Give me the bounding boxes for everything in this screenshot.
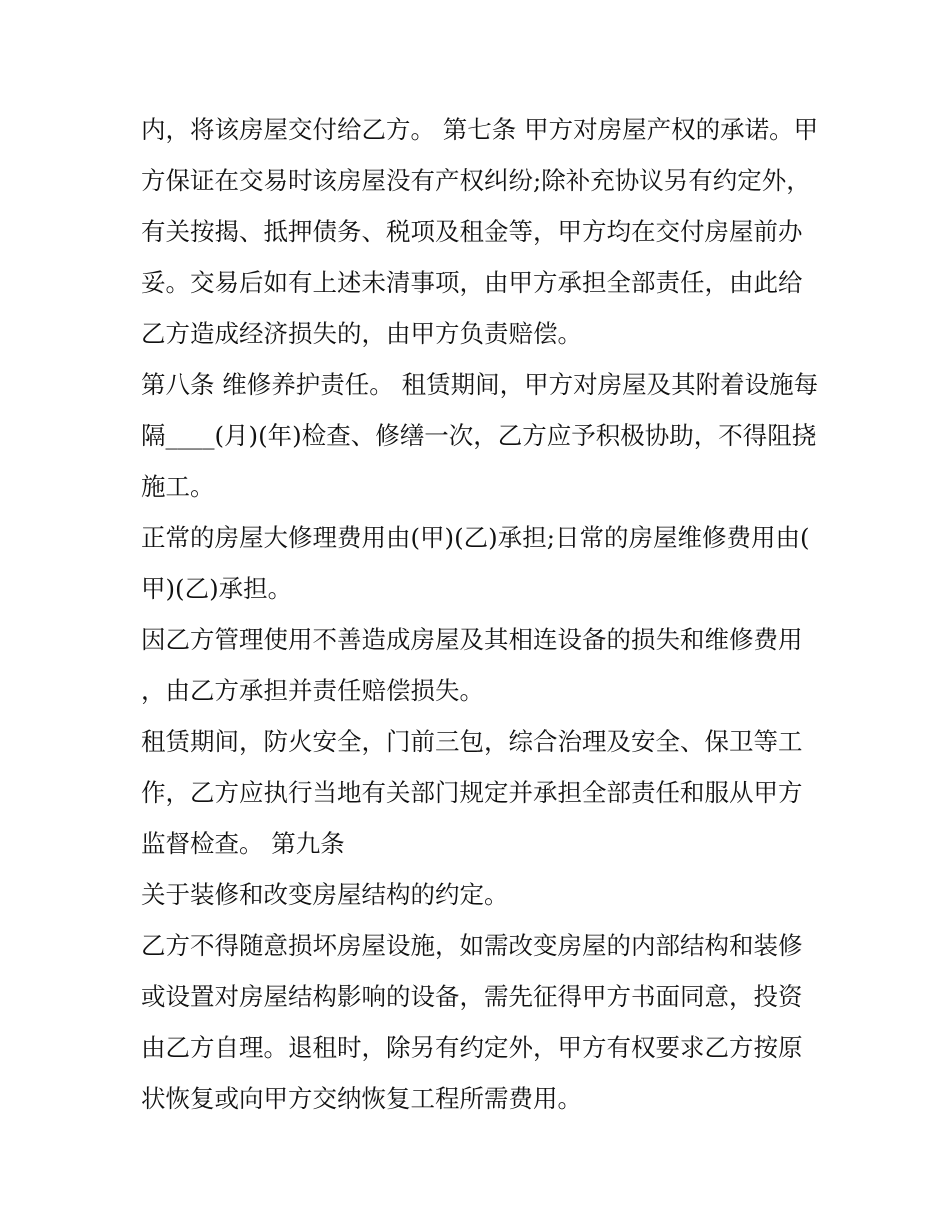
document-body (141, 104, 821, 1124)
paragraph-article-7: 内，将该房屋交付给乙方。 第七条 甲方对房屋产权的承诺。甲方保证在交易时该房屋没有产权纠纷;除补充协议另有约定外，有关按揭、抵押债务、税项及租金等，甲方均在交付房屋前办妥。交易后如有上述未清事项，由甲方承担全部责任，由此给乙方造成经济损失的，由甲方负责赔偿。 (141, 115, 819, 348)
paragraph-repair-costs: 正常的房屋大修理费用由(甲)(乙)承担;日常的房屋维修费用由(甲)(乙)承担。 (141, 523, 810, 603)
paragraph-article-9-heading: 关于装修和改变房屋结构的约定。 (141, 880, 509, 909)
paragraph-article-8: 第八条 维修养护责任。 租赁期间，甲方对房屋及其附着设施每隔____(月)(年)检查、修缮一次，乙方应予积极协助，不得阻挠施工。 (141, 370, 819, 501)
paragraph-renovation-terms: 乙方不得随意损坏房屋设施，如需改变房屋的内部结构和装修或设置对房屋结构影响的设备，需先征得甲方书面同意，投资由乙方自理。退租时，除另有约定外，甲方有权要求乙方按原状恢复或向甲方交纳恢复工程所需费用。 (141, 931, 803, 1113)
paragraph-safety-duties: 租赁期间，防火安全，门前三包，综合治理及安全、保卫等工作，乙方应执行当地有关部门规定并承担全部责任和服从甲方监督检查。 第九条 (141, 727, 803, 858)
paragraph-damage-liability: 因乙方管理使用不善造成房屋及其相连设备的损失和维修费用，由乙方承担并责任赔偿损失。 (141, 625, 803, 705)
